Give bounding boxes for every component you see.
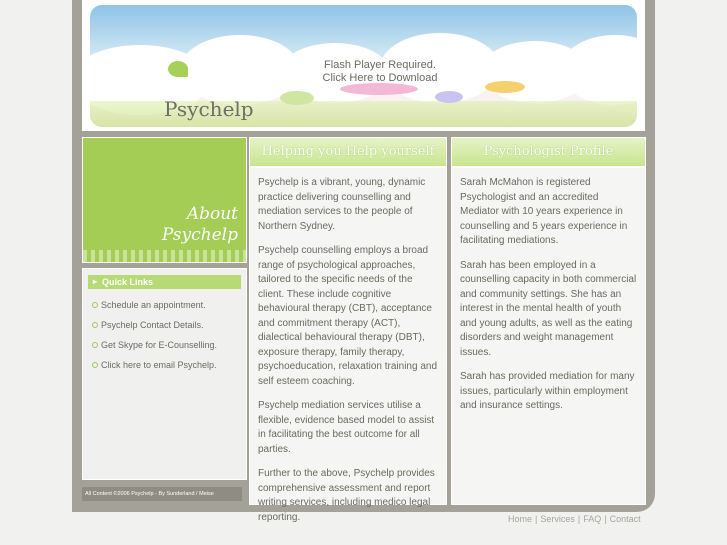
- helping-paragraph: Psychelp counselling employs a broad range of psychological approaches, tailored to the specific needs of the client. These include cognitive behavioural therapy (CBT), acceptance and commitment therapy (ACT), dialectical behavioural therapy (DBT), exposure therapy, family therapy, psychoeducation, relaxation training and self esteem coaching.: [258, 245, 438, 387]
- helping-panel: [249, 137, 447, 523]
- quick-link-email[interactable]: Click here to email Psychelp.: [92, 358, 217, 378]
- helping-paragraph: Further to the above, Psychelp provides comprehensive assessment and report writing services, including medico legal reporting.: [258, 468, 435, 523]
- flash-banner[interactable]: [90, 5, 637, 127]
- footer-link-faq[interactable]: FAQ: [583, 514, 602, 524]
- butterfly-icon: [168, 61, 188, 77]
- about-heading-line1: About: [186, 204, 238, 224]
- decorative-stripe: [83, 250, 246, 262]
- profile-paragraph: Sarah McMahon is registered Psychologist and an accredited Mediator with 10 years experience in counselling and 5 years experience in facilitating mediations.: [460, 177, 628, 246]
- about-heading-line2: Psychelp: [161, 225, 238, 245]
- helping-paragraph: Psychelp is a vibrant, young, dynamic practice delivering counselling and mediation services to the people of Northern Sydney.: [258, 177, 426, 232]
- footer-link-home[interactable]: Home: [508, 514, 533, 524]
- quick-link-skype[interactable]: Get Skype for E-Counselling.: [92, 338, 217, 358]
- footer-link-contact[interactable]: Contact: [609, 514, 641, 524]
- quick-link-schedule[interactable]: Schedule an appointment.: [92, 298, 217, 318]
- flower-icon: [435, 91, 463, 103]
- footer-nav: [508, 514, 641, 524]
- flash-download-link[interactable]: [290, 59, 470, 85]
- quick-link-contact[interactable]: Psychelp Contact Details.: [92, 318, 217, 338]
- helping-panel-title: Helping you Help yourself: [250, 138, 446, 166]
- quick-links-panel: [82, 268, 247, 480]
- about-box: [82, 137, 247, 263]
- profile-paragraph: Sarah has provided mediation for many issues, particularly within employment and insurance settings.: [460, 371, 635, 411]
- helping-paragraph: Psychelp mediation services utilise a flexible, evidence based model to assist in facilitating the best outcome for all parties.: [258, 400, 435, 455]
- flower-icon: [485, 81, 525, 93]
- footer-link-services[interactable]: Services: [540, 514, 575, 524]
- helping-panel-body: [250, 168, 446, 523]
- flash-required-text: Flash Player Required.: [324, 59, 436, 71]
- footer-separator: |: [604, 514, 607, 524]
- profile-panel: [451, 137, 646, 505]
- footer-separator: |: [577, 514, 581, 524]
- site-logo: Psychelp: [164, 97, 254, 121]
- flash-download-text[interactable]: Click Here to Download: [322, 72, 438, 84]
- profile-panel-body: [452, 168, 645, 504]
- copyright-notice: All Content ©2006 Psychelp - By Sunderland / Meise: [82, 487, 242, 501]
- profile-paragraph: Sarah has been employed in a counselling capacity in both commercial and community settings. She has an interest in the mental health of youth and young adults, as well as the eating disorders and weight management issues.: [460, 259, 637, 358]
- quick-links-list: [92, 298, 217, 378]
- profile-panel-title: Psychologist Profile: [452, 138, 645, 166]
- quick-links-title: ▸ Quick Links: [88, 275, 241, 289]
- footer-separator: |: [535, 514, 538, 524]
- banner: [82, 0, 645, 131]
- flower-icon: [280, 91, 314, 105]
